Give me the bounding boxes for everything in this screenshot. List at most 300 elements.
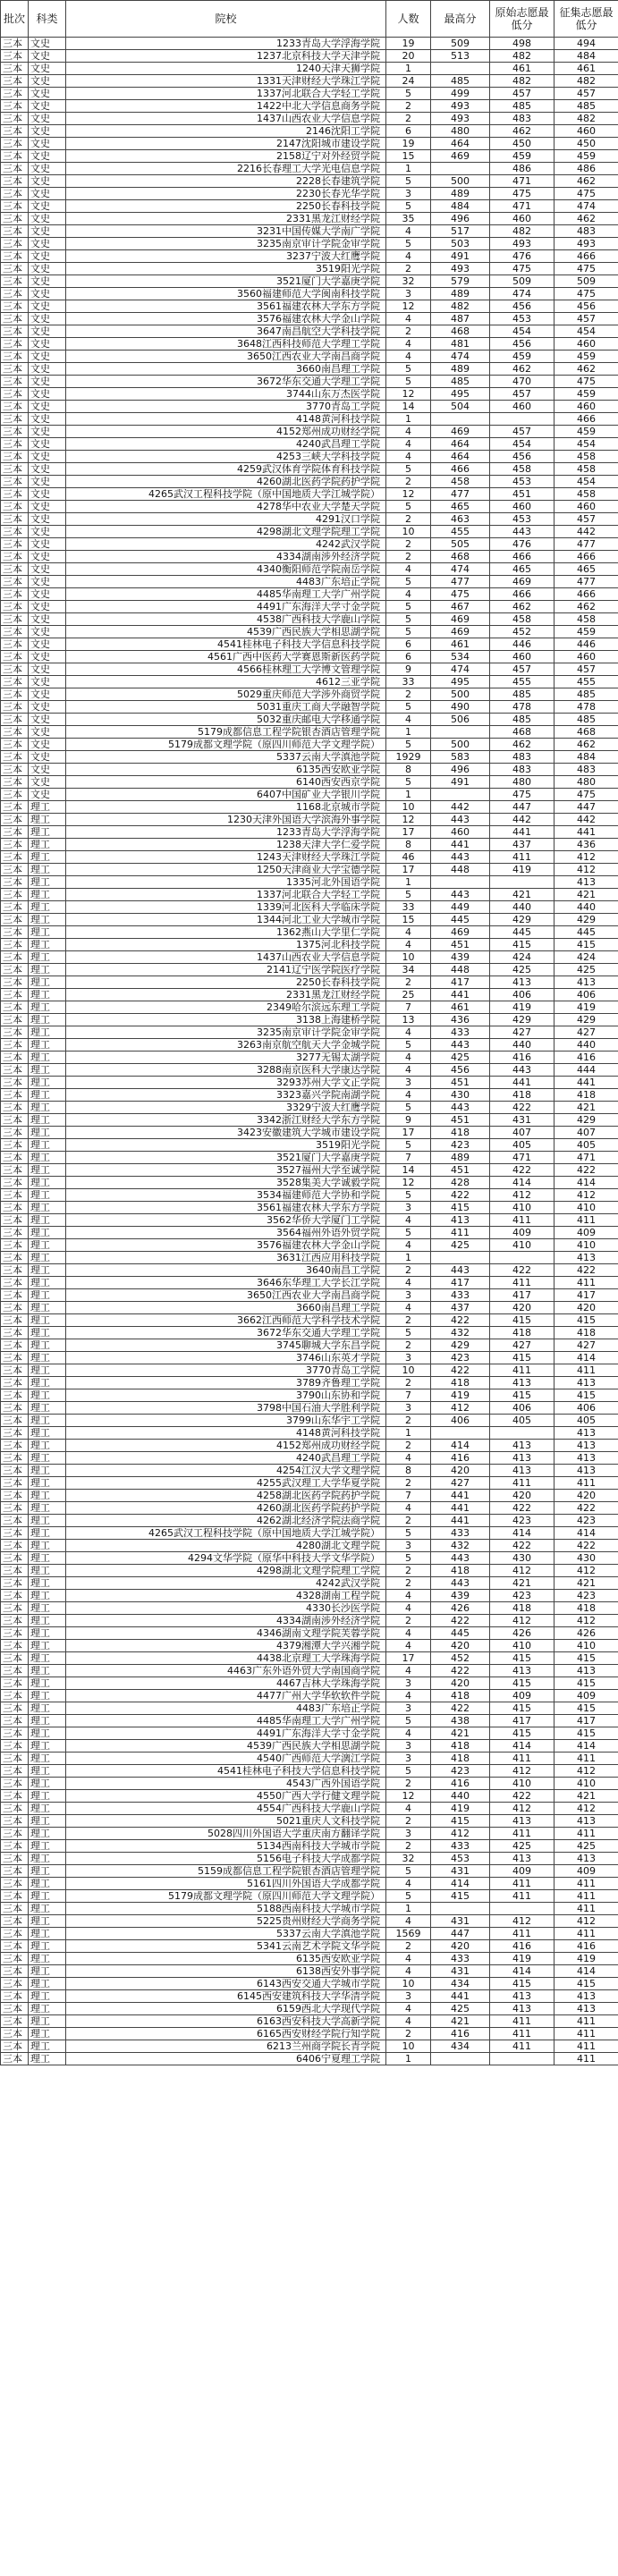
batch-cell: 三本 <box>1 275 29 288</box>
supplementary-min-cell: 458 <box>555 463 618 476</box>
max-score-cell: 416 <box>431 1778 490 1790</box>
subject-cell: 理工 <box>29 951 66 964</box>
original-min-cell: 411 <box>490 1890 555 1903</box>
table-row <box>1 188 618 200</box>
batch-cell: 三本 <box>1 1515 29 1527</box>
count-cell: 4 <box>386 1627 431 1640</box>
count-cell: 4 <box>386 1640 431 1652</box>
count-cell: 4 <box>386 451 431 463</box>
table-row <box>1 801 618 814</box>
count-cell: 3 <box>386 1990 431 2003</box>
batch-cell: 三本 <box>1 1415 29 1427</box>
count-cell: 2 <box>386 1264 431 1277</box>
school-cell: 5031重庆工商大学融智学院 <box>66 701 386 714</box>
school-cell: 1362燕山大学里仁学院 <box>66 926 386 939</box>
subject-cell: 文史 <box>29 626 66 638</box>
supplementary-min-cell: 425 <box>555 1840 618 1853</box>
supplementary-min-cell: 409 <box>555 1865 618 1878</box>
table-row <box>1 1915 618 1928</box>
subject-cell: 理工 <box>29 1627 66 1640</box>
count-cell: 4 <box>386 438 431 451</box>
batch-cell: 三本 <box>1 976 29 989</box>
supplementary-min-cell: 413 <box>555 1665 618 1677</box>
school-cell: 6138西安外事学院 <box>66 1965 386 1978</box>
max-score-cell: 441 <box>431 1990 490 2003</box>
school-cell: 3288南京医科大学康达学院 <box>66 1064 386 1077</box>
batch-cell: 三本 <box>1 238 29 250</box>
count-cell: 24 <box>386 75 431 88</box>
school-cell: 3770青岛工学院 <box>66 1364 386 1377</box>
table-row <box>1 1189 618 1202</box>
subject-cell: 理工 <box>29 1915 66 1928</box>
count-cell: 12 <box>386 1177 431 1189</box>
supplementary-min-cell: 462 <box>555 739 618 751</box>
subject-cell: 理工 <box>29 1139 66 1152</box>
count-cell: 12 <box>386 1790 431 1803</box>
batch-cell: 三本 <box>1 901 29 914</box>
max-score-cell: 442 <box>431 801 490 814</box>
subject-cell: 理工 <box>29 1164 66 1177</box>
school-cell: 4491广东海洋大学寸金学院 <box>66 1727 386 1740</box>
batch-cell: 三本 <box>1 601 29 613</box>
table-row <box>1 200 618 213</box>
batch-cell: 三本 <box>1 351 29 363</box>
batch-cell: 三本 <box>1 1139 29 1152</box>
supplementary-min-cell: 436 <box>555 839 618 851</box>
original-min-cell: 415 <box>490 1978 555 1990</box>
original-min-cell: 458 <box>490 463 555 476</box>
subject-cell: 文史 <box>29 238 66 250</box>
batch-cell: 三本 <box>1 75 29 88</box>
batch-cell: 三本 <box>1 2028 29 2040</box>
subject-cell: 理工 <box>29 1828 66 1840</box>
school-cell: 2230长春光华学院 <box>66 188 386 200</box>
original-min-cell: 474 <box>490 288 555 300</box>
subject-cell: 文史 <box>29 263 66 275</box>
subject-cell: 文史 <box>29 200 66 213</box>
table-row <box>1 663 618 676</box>
count-cell: 10 <box>386 1978 431 1990</box>
supplementary-min-cell: 415 <box>555 1727 618 1740</box>
original-min-cell: 411 <box>490 1928 555 1940</box>
original-min-cell: 411 <box>490 2015 555 2028</box>
batch-cell: 三本 <box>1 1665 29 1677</box>
count-cell: 5 <box>386 1189 431 1202</box>
supplementary-min-cell: 459 <box>555 626 618 638</box>
batch-cell: 三本 <box>1 1114 29 1127</box>
max-score-cell <box>431 2053 490 2065</box>
school-cell: 6143西安交通大学城市学院 <box>66 1978 386 1990</box>
school-cell: 2228长春建筑学院 <box>66 175 386 188</box>
subject-cell: 文史 <box>29 701 66 714</box>
batch-cell: 三本 <box>1 588 29 601</box>
count-cell: 3 <box>386 1077 431 1089</box>
count-cell: 8 <box>386 764 431 776</box>
table-row <box>1 88 618 100</box>
supplementary-min-cell: 427 <box>555 1339 618 1352</box>
supplementary-min-cell: 420 <box>555 1302 618 1314</box>
count-cell: 34 <box>386 964 431 976</box>
batch-cell: 三本 <box>1 914 29 926</box>
table-row <box>1 751 618 764</box>
table-row <box>1 50 618 63</box>
table-row <box>1 1001 618 1014</box>
max-score-cell: 474 <box>431 563 490 576</box>
original-min-cell: 426 <box>490 1627 555 1640</box>
supplementary-min-cell: 484 <box>555 751 618 764</box>
school-cell: 5179成都文理学院（原四川师范大学文理学院） <box>66 1890 386 1903</box>
school-cell: 3342浙江财经大学东方学院 <box>66 1114 386 1127</box>
supplementary-min-cell: 444 <box>555 1064 618 1077</box>
school-cell: 3650江西农业大学南昌商学院 <box>66 1289 386 1302</box>
school-cell: 4334湖南涉外经济学院 <box>66 551 386 563</box>
batch-cell: 三本 <box>1 313 29 325</box>
original-min-cell: 413 <box>490 1990 555 2003</box>
max-score-cell: 438 <box>431 1715 490 1727</box>
max-score-cell: 445 <box>431 914 490 926</box>
subject-cell: 理工 <box>29 1815 66 1828</box>
count-cell: 5 <box>386 889 431 901</box>
supplementary-min-cell: 422 <box>555 1264 618 1277</box>
max-score-cell: 451 <box>431 1077 490 1089</box>
supplementary-min-cell: 413 <box>555 2003 618 2015</box>
max-score-cell: 443 <box>431 1552 490 1565</box>
count-cell: 33 <box>386 901 431 914</box>
original-min-cell: 462 <box>490 125 555 138</box>
batch-cell: 三本 <box>1 1577 29 1590</box>
supplementary-min-cell: 422 <box>555 1502 618 1515</box>
school-cell: 2331黑龙江财经学院 <box>66 213 386 225</box>
original-min-cell: 427 <box>490 1339 555 1352</box>
original-min-cell: 406 <box>490 989 555 1001</box>
table-row <box>1 1352 618 1364</box>
count-cell: 5 <box>386 1890 431 1903</box>
original-min-cell: 413 <box>490 1665 555 1677</box>
subject-cell: 文史 <box>29 601 66 613</box>
original-min-cell: 450 <box>490 138 555 150</box>
table-row <box>1 1402 618 1415</box>
original-min-cell: 411 <box>490 1214 555 1227</box>
school-cell: 5156电子科技大学成都学院 <box>66 1853 386 1865</box>
batch-cell: 三本 <box>1 1602 29 1615</box>
count-cell: 46 <box>386 851 431 864</box>
table-row <box>1 739 618 751</box>
table-row <box>1 376 618 388</box>
batch-cell: 三本 <box>1 1077 29 1089</box>
original-min-cell: 457 <box>490 426 555 438</box>
original-min-cell: 418 <box>490 1089 555 1102</box>
table-row <box>1 676 618 688</box>
count-cell: 3 <box>386 1753 431 1765</box>
batch-cell: 三本 <box>1 1828 29 1840</box>
supplementary-min-cell: 466 <box>555 551 618 563</box>
original-min-cell: 476 <box>490 250 555 263</box>
school-cell: 1233青岛大学浮海学院 <box>66 38 386 50</box>
original-min-cell: 413 <box>490 2003 555 2015</box>
original-min-cell: 411 <box>490 1277 555 1289</box>
batch-cell: 三本 <box>1 638 29 651</box>
subject-cell: 文史 <box>29 663 66 676</box>
original-min-cell: 475 <box>490 263 555 275</box>
count-cell: 3 <box>386 1677 431 1690</box>
supplementary-min-cell: 454 <box>555 438 618 451</box>
school-cell: 4294文华学院（原华中科技大学文华学院） <box>66 1552 386 1565</box>
supplementary-min-cell: 423 <box>555 1590 618 1602</box>
subject-cell: 理工 <box>29 1114 66 1127</box>
max-score-cell: 458 <box>431 476 490 488</box>
original-min-cell <box>490 1427 555 1440</box>
school-cell: 1243天津财经大学珠江学院 <box>66 851 386 864</box>
table-row <box>1 1715 618 1727</box>
original-min-cell: 493 <box>490 238 555 250</box>
subject-cell: 理工 <box>29 851 66 864</box>
count-cell: 3 <box>386 1740 431 1753</box>
max-score-cell: 448 <box>431 864 490 876</box>
school-cell: 3527福州大学至诚学院 <box>66 1164 386 1177</box>
original-min-cell: 483 <box>490 764 555 776</box>
subject-cell: 文史 <box>29 588 66 601</box>
max-score-cell: 448 <box>431 964 490 976</box>
supplementary-min-cell: 415 <box>555 939 618 951</box>
supplementary-min-cell: 458 <box>555 451 618 463</box>
subject-cell: 文史 <box>29 88 66 100</box>
original-min-cell: 447 <box>490 801 555 814</box>
batch-cell: 三本 <box>1 1565 29 1577</box>
batch-cell: 三本 <box>1 501 29 513</box>
supplementary-min-cell: 475 <box>555 288 618 300</box>
subject-cell: 理工 <box>29 1440 66 1452</box>
table-row <box>1 238 618 250</box>
subject-cell: 理工 <box>29 914 66 926</box>
batch-cell: 三本 <box>1 613 29 626</box>
max-score-cell: 480 <box>431 125 490 138</box>
original-min-cell: 443 <box>490 1064 555 1077</box>
subject-cell: 理工 <box>29 876 66 889</box>
school-cell: 1375河北科技学院 <box>66 939 386 951</box>
supplementary-min-cell: 445 <box>555 926 618 939</box>
school-cell: 3746山东英才学院 <box>66 1352 386 1364</box>
subject-cell: 文史 <box>29 676 66 688</box>
original-min-cell: 422 <box>490 1790 555 1803</box>
supplementary-min-cell: 474 <box>555 200 618 213</box>
original-min-cell: 461 <box>490 63 555 75</box>
supplementary-min-cell: 458 <box>555 613 618 626</box>
subject-cell: 理工 <box>29 1677 66 1690</box>
original-min-cell: 456 <box>490 451 555 463</box>
count-cell: 32 <box>386 275 431 288</box>
count-cell: 4 <box>386 939 431 951</box>
count-cell: 4 <box>386 1214 431 1227</box>
subject-cell: 文史 <box>29 739 66 751</box>
batch-cell: 三本 <box>1 1127 29 1139</box>
subject-cell: 文史 <box>29 576 66 588</box>
count-cell: 5 <box>386 1227 431 1239</box>
school-cell: 3423安徽建筑大学城市建设学院 <box>66 1127 386 1139</box>
supplementary-min-cell: 410 <box>555 1778 618 1790</box>
original-min-cell: 420 <box>490 1490 555 1502</box>
table-row <box>1 864 618 876</box>
table-row <box>1 1803 618 1815</box>
max-score-cell: 484 <box>431 200 490 213</box>
table-row <box>1 313 618 325</box>
max-score-cell: 464 <box>431 438 490 451</box>
table-row <box>1 1364 618 1377</box>
count-cell: 7 <box>386 1001 431 1014</box>
subject-cell: 理工 <box>29 1965 66 1978</box>
count-cell: 4 <box>386 1915 431 1928</box>
table-row <box>1 989 618 1001</box>
supplementary-min-cell: 421 <box>555 1102 618 1114</box>
batch-cell: 三本 <box>1 1152 29 1164</box>
school-cell: 2349哈尔滨远东理工学院 <box>66 1001 386 1014</box>
max-score-cell: 453 <box>431 1853 490 1865</box>
count-cell: 7 <box>386 1152 431 1164</box>
table-row <box>1 426 618 438</box>
supplementary-min-cell: 456 <box>555 300 618 313</box>
batch-cell: 三本 <box>1 2015 29 2028</box>
school-cell: 4467吉林大学珠海学院 <box>66 1677 386 1690</box>
max-score-cell: 481 <box>431 338 490 351</box>
supplementary-min-cell: 413 <box>555 876 618 889</box>
table-row <box>1 1114 618 1127</box>
table-row <box>1 1377 618 1389</box>
table-row <box>1 914 618 926</box>
original-min-cell: 462 <box>490 363 555 376</box>
subject-cell: 理工 <box>29 814 66 826</box>
header-max-score: 最高分 <box>431 1 490 38</box>
subject-cell: 文史 <box>29 250 66 263</box>
max-score-cell: 493 <box>431 263 490 275</box>
school-cell: 4240武昌理工学院 <box>66 1452 386 1465</box>
original-min-cell: 478 <box>490 701 555 714</box>
count-cell: 4 <box>386 1052 431 1064</box>
original-min-cell: 462 <box>490 739 555 751</box>
supplementary-min-cell: 458 <box>555 488 618 501</box>
supplementary-min-cell: 459 <box>555 388 618 401</box>
max-score-cell: 467 <box>431 601 490 613</box>
original-min-cell: 482 <box>490 50 555 63</box>
max-score-cell: 534 <box>431 651 490 663</box>
batch-cell: 三本 <box>1 851 29 864</box>
supplementary-min-cell: 415 <box>555 1702 618 1715</box>
count-cell: 10 <box>386 526 431 538</box>
school-cell: 1233青岛大学浮海学院 <box>66 826 386 839</box>
max-score-cell: 432 <box>431 1540 490 1552</box>
supplementary-min-cell: 413 <box>555 1427 618 1440</box>
count-cell: 5 <box>386 1552 431 1565</box>
original-min-cell: 456 <box>490 300 555 313</box>
batch-cell: 三本 <box>1 1778 29 1790</box>
school-cell: 2216长春理工大学光电信息学院 <box>66 163 386 175</box>
school-cell: 3576福建农林大学金山学院 <box>66 313 386 325</box>
max-score-cell: 443 <box>431 1577 490 1590</box>
batch-cell: 三本 <box>1 213 29 225</box>
original-min-cell: 416 <box>490 1052 555 1064</box>
batch-cell: 三本 <box>1 1740 29 1753</box>
subject-cell: 理工 <box>29 1465 66 1477</box>
supplementary-min-cell: 412 <box>555 1189 618 1202</box>
table-row <box>1 1327 618 1339</box>
school-cell: 2331黑龙江财经学院 <box>66 989 386 1001</box>
max-score-cell: 434 <box>431 1978 490 1990</box>
count-cell: 2 <box>386 1339 431 1352</box>
table-row <box>1 1477 618 1490</box>
supplementary-min-cell: 460 <box>555 651 618 663</box>
table-row <box>1 1727 618 1740</box>
batch-cell: 三本 <box>1 1627 29 1640</box>
school-cell: 3648江西科技师范大学理工学院 <box>66 338 386 351</box>
table-row <box>1 851 618 864</box>
max-score-cell: 468 <box>431 551 490 563</box>
count-cell: 4 <box>386 1239 431 1252</box>
subject-cell: 理工 <box>29 1352 66 1364</box>
count-cell: 4 <box>386 714 431 726</box>
school-cell: 4379湘潭大学兴湘学院 <box>66 1640 386 1652</box>
school-cell: 1337河北联合大学轻工学院 <box>66 889 386 901</box>
subject-cell: 理工 <box>29 1640 66 1652</box>
subject-cell: 理工 <box>29 1990 66 2003</box>
count-cell: 12 <box>386 388 431 401</box>
original-min-cell: 412 <box>490 1565 555 1577</box>
subject-cell: 理工 <box>29 1840 66 1853</box>
subject-cell: 理工 <box>29 1515 66 1527</box>
table-row <box>1 1753 618 1765</box>
subject-cell: 文史 <box>29 476 66 488</box>
max-score-cell: 500 <box>431 688 490 701</box>
original-min-cell: 406 <box>490 1402 555 1415</box>
subject-cell: 理工 <box>29 939 66 951</box>
table-row <box>1 63 618 75</box>
school-cell: 1238天津大学仁爱学院 <box>66 839 386 851</box>
supplementary-min-cell: 509 <box>555 275 618 288</box>
supplementary-min-cell: 411 <box>555 1828 618 1840</box>
original-min-cell: 407 <box>490 1127 555 1139</box>
supplementary-min-cell: 409 <box>555 1227 618 1239</box>
supplementary-min-cell: 482 <box>555 113 618 125</box>
school-cell: 3660南昌理工学院 <box>66 1302 386 1314</box>
original-min-cell: 415 <box>490 1702 555 1715</box>
table-row <box>1 250 618 263</box>
count-cell: 5 <box>386 739 431 751</box>
supplementary-min-cell: 429 <box>555 1014 618 1026</box>
subject-cell: 理工 <box>29 1803 66 1815</box>
count-cell: 5 <box>386 175 431 188</box>
batch-cell: 三本 <box>1 701 29 714</box>
supplementary-min-cell: 415 <box>555 1389 618 1402</box>
max-score-cell: 466 <box>431 463 490 476</box>
original-min-cell: 454 <box>490 438 555 451</box>
batch-cell: 三本 <box>1 150 29 163</box>
original-min-cell: 429 <box>490 914 555 926</box>
batch-cell: 三本 <box>1 1590 29 1602</box>
original-min-cell: 414 <box>490 1527 555 1540</box>
table-row <box>1 1052 618 1064</box>
count-cell: 1 <box>386 726 431 739</box>
count-cell: 17 <box>386 826 431 839</box>
original-min-cell: 422 <box>490 1102 555 1114</box>
table-row <box>1 1590 618 1602</box>
max-score-cell: 491 <box>431 776 490 789</box>
max-score-cell: 428 <box>431 1177 490 1189</box>
subject-cell: 文史 <box>29 376 66 388</box>
original-min-cell: 412 <box>490 1765 555 1778</box>
batch-cell: 三本 <box>1 526 29 538</box>
table-row <box>1 1502 618 1515</box>
count-cell: 14 <box>386 1164 431 1177</box>
table-row <box>1 1164 618 1177</box>
supplementary-min-cell: 415 <box>555 1314 618 1327</box>
batch-cell: 三本 <box>1 1465 29 1477</box>
